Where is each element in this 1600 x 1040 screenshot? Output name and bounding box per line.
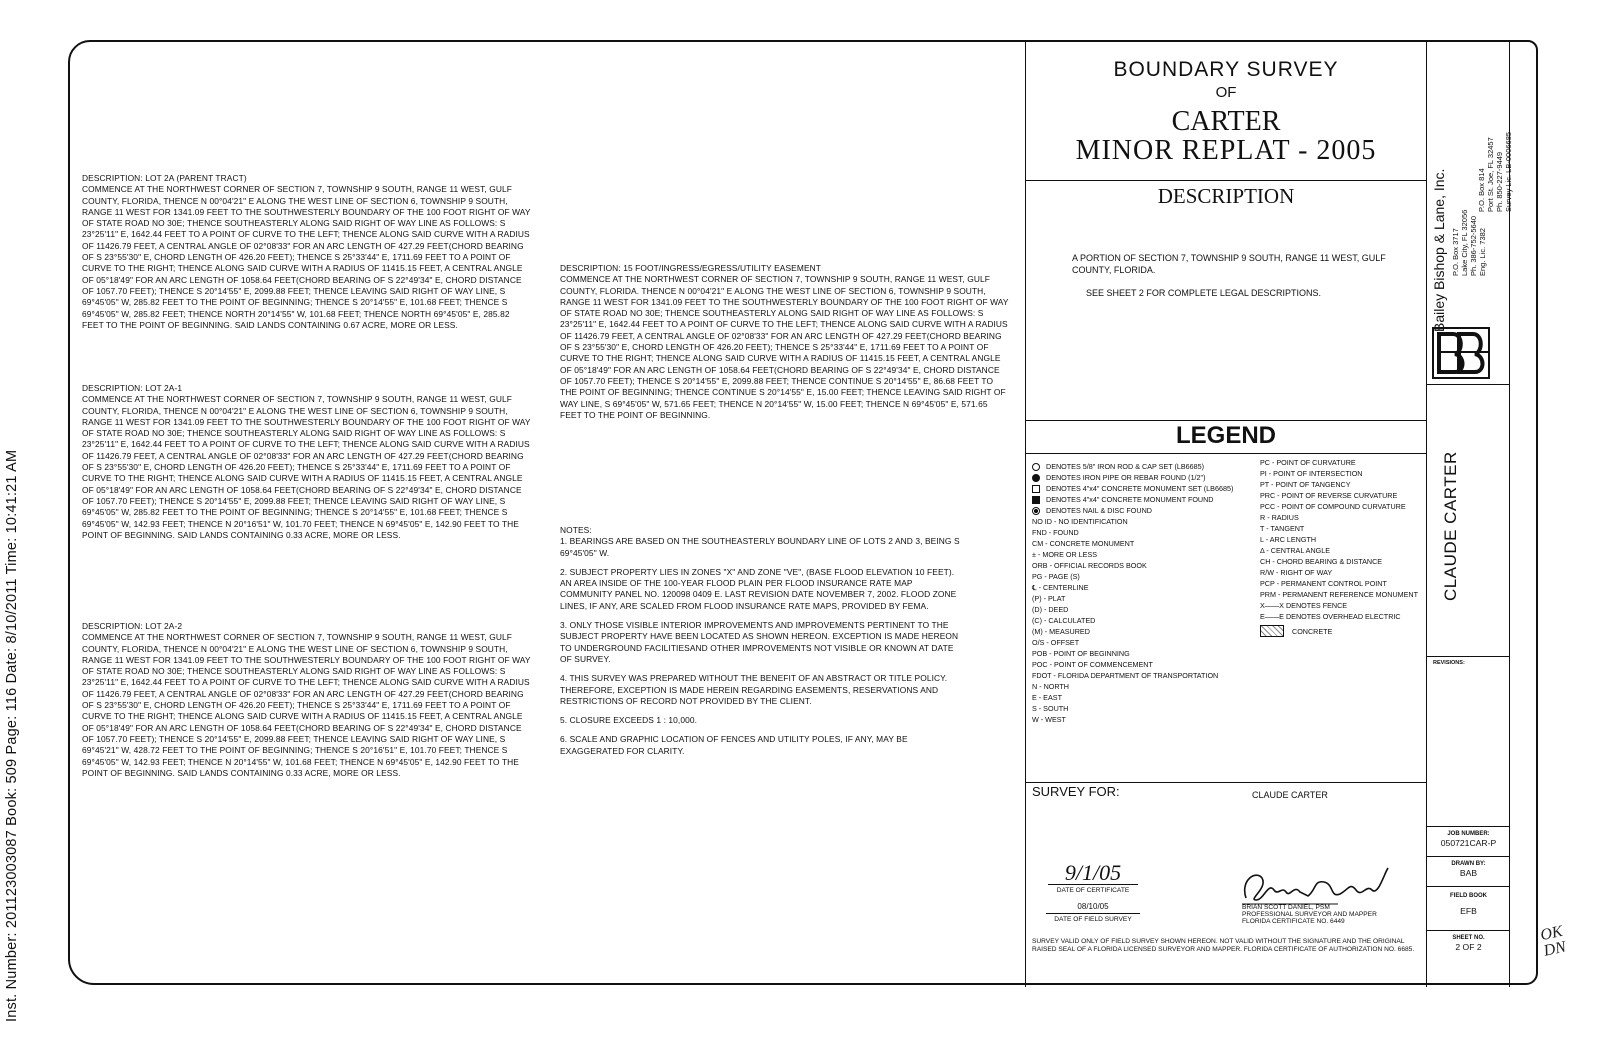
legend-item: PT - POINT OF TANGENCY [1260,480,1351,489]
divider [1026,420,1426,421]
legend-item: Δ - CENTRAL ANGLE [1260,546,1331,555]
legend-right [1260,457,1426,637]
divider [1026,453,1426,454]
legend-item: FDOT - FLORIDA DEPARTMENT OF TRANSPORTATION [1032,671,1219,680]
drawn-by-value: BAB [1459,868,1478,878]
square-filled-icon [1032,496,1040,504]
legend-item: CM - CONCRETE MONUMENT [1032,539,1135,548]
certificate-date: 9/1/05 [1048,862,1138,885]
legend-item: T - TANGENT [1260,524,1305,533]
legend-item: W - WEST [1032,715,1066,724]
lot-2a-1-description [82,383,532,541]
revisions-label: REVISIONS: [1433,660,1465,666]
legend-item: PCP - PERMANENT CONTROL POINT [1260,579,1387,588]
sheet-number-value: 2 OF 2 [1455,942,1482,952]
drawn-by-cell [1427,857,1510,887]
client-vertical-block [1427,385,1510,657]
lot-body: COMMENCE AT THE NORTHWEST CORNER OF SECTION 7, TOWNSHIP 9 SOUTH, RANGE 11 WEST, GULF COUNTY, FLORIDA, THENCE N 00°04'21" E ALONG THE WEST LINE OF SECTION 6, TOWNSHIP 9 SOUTH, RANGE 11 WEST FOR 1341.09 FEET TO THE SOUTHWESTERLY BOUNDARY OF THE 100 FOOT RIGHT OF WAY OF STATE ROAD NO 30E; THENCE SOUTHEASTERLY ALONG SAID RIGHT OF WAY LINE AS FOLLOWS: S 23°25'11" E, 1642.44 FEET TO A POINT OF CURVE TO THE LEFT; THENCE ALONG SAID CURVE WITH A RADIUS OF 11426.79 FEET, A CENTRAL ANGLE OF 02°08'33" FOR AN ARC LENGTH OF 427.29 FEET(CHORD BEARING OF S 23°55'30" E, CHORD LENGTH OF 426.20 FEET); THENCE S 25°33'44" E, 1711.69 FEET TO A POINT OF CURVE TO THE RIGHT; THENCE ALONG SAID CURVE WITH A RADIUS OF 11415.15 FEET, A CENTRAL ANGLE OF 05°18'49" FOR AN ARC LENGTH OF 1058.64 FEET(CHORD BEARING OF S 22°49'34" E, CHORD DISTANCE OF 1057.70 FEET); THENCE S 20°14'55" E, 2099.88 FEET; THENCE LEAVING SAID RIGHT OF WAY LINE, S 69°45'05" W, 285.82 FEET TO THE POINT OF BEGINNING; THENCE S 20°14'55" E, 101.68 FEET; THENCE S 69°45'05" W, 285.82 FEET; THENCE NORTH 20°14'55" W, 101.68 FEET; THENCE NORTH 69°45'05" E, 285.82 FEET TO THE POINT OF BEGINNING. SAID LANDS CONTAINING 0.67 ACRE, MORE OR LESS. [82,184,531,330]
legend-item: DENOTES NAIL & DISC FOUND [1032,505,1262,516]
description-text: A PORTION OF SECTION 7, TOWNSHIP 9 SOUTH, RANGE 11 WEST, GULF COUNTY, FLORIDA. [1072,253,1386,275]
legend-item: R - RADIUS [1260,513,1299,522]
note-item: 2. SUBJECT PROPERTY LIES IN ZONES "X" AND ZONE "VE", (BASE FLOOD ELEVATION 10 FEET). AN AREA INSIDE OF THE 100-YEAR FLOOD PLAIN PER FLOOD INSURANCE RATE MAP COMMUNITY PANEL NO. 120098 0409 E. LAST REVISION DATE NOVEMBER 7, 2002. FLOOD ZONE LINES, IF ANY, ARE SCALED FROM FLOOD INSURANCE RATE MAPS, PROVIDED BY FEMA. [560,566,957,611]
job-info-block [1427,827,1510,987]
legend-item: ℄ - CENTERLINE [1032,583,1089,592]
legend-item: (C) - CALCULATED [1032,616,1096,625]
sheet-number-label: SHEET NO. [1452,935,1485,941]
legend-item: (M) - MEASURED [1032,627,1090,636]
legend-heading: LEGEND [1175,422,1276,449]
job-number-cell [1427,827,1510,857]
legend-item: (P) - PLAT [1032,594,1066,603]
client-vertical-name: CLAUDE CARTER [1441,451,1460,601]
title-block [1025,42,1427,987]
note-item: 5. CLOSURE EXCEEDS 1 : 10,000. [560,715,698,726]
notes-section [560,525,960,765]
job-number-label: JOB NUMBER: [1447,831,1490,837]
lot-2a-2-description [82,621,532,779]
field-book-value: EFB [1460,906,1477,916]
sidebar-column [1427,42,1538,987]
legend-item: DENOTES 4"x4" CONCRETE MONUMENT FOUND [1032,494,1262,505]
note-item: 3. ONLY THOSE VISIBLE INTERIOR IMPROVEMENTS AND IMPROVEMENTS PERTINENT TO THE SUBJECT PROPERTY HAVE BEEN LOCATED AS SHOWN HEREON. EXCEPTION IS MADE HEREON TO UNDERGROUND FACILITIESAND OTHER IMPROVEMENTS NOT VISIBLE OR KNOWN AT DATE OF SURVEY. [560,620,959,664]
company-name: Bailey Bishop & Lane, Inc. [1431,168,1447,332]
company-address-2: P.O. Box 814 Port St. Joe, FL 32457 Ph. 850-227-9449 Survey Lic. LB-0006685 [1477,131,1513,212]
description-note: SEE SHEET 2 FOR COMPLETE LEGAL DESCRIPTIONS. [1086,288,1322,298]
easement-body: COMMENCE AT THE NORTHWEST CORNER OF SECTION 7, TOWNSHIP 9 SOUTH, RANGE 11 WEST, GULF COUNTY, FLORIDA. THENCE N 00°04'21" E ALONG THE WEST LINE OF SECTION 6, TOWNSHIP 9 SOUTH, RANGE 11 WEST FOR 1341.09 FEET TO THE SOUTHWESTERLY BOUNDARY OF THE 100 FOOT RIGHT OF WAY OF STATE ROAD NO 30E; THENCE SOUTHEASTERLY ALONG SAID RIGHT OF WAY LINE AS FOLLOWS: S 23°25'11" E, 1642.44 FEET TO A POINT OF CURVE TO THE LEFT; THENCE ALONG SAID CURVE WITH A RADIUS OF 11426.79 FEET, A CENTRAL ANGLE OF 02°08'33" FOR AN ARC LENGTH OF 427.29 FEET(CHORD BEARING OF S 23°55'30" E, CHORD LENGTH OF 426.20 FEET); THENCE S 25°33'44" E, 1711.69 FEET TO A POINT OF CURVE TO THE RIGHT; THENCE ALONG SAID CURVE WITH A RADIUS OF 11415.15 FEET, A CENTRAL ANGLE OF 05°18'49" FOR AN ARC LENGTH OF 1058.64 FEET(CHORD BEARING OF S 22°49'34" E, CHORD DISTANCE OF 1057.70 FEET); THENCE S 20°14'55" E, 2099.88 FEET; THENCE CONTINUE S 20°14'55" E, 86.68 FEET TO THE POINT OF BEGINNING; THENCE CONTINUE S 20°14'55" E, 15.00 FEET; THENCE LEAVING SAID RIGHT OF WAY LINE, S 69°45'05" W, 571.65 FEET; THENCE N 20°14'55" W, 15.00 FEET; THENCE N 69°45'05" E, 571.65 FEET TO THE POINT OF BEGINNING. [560,274,1009,420]
legend-item: ORB - OFFICIAL RECORDS BOOK [1032,561,1147,570]
legend-item: S - SOUTH [1032,704,1069,713]
legend-item: R/W - RIGHT OF WAY [1260,568,1333,577]
easement-description [560,263,1010,421]
lot-body: COMMENCE AT THE NORTHWEST CORNER OF SECTION 7, TOWNSHIP 9 SOUTH, RANGE 11 WEST, GULF COUNTY, FLORIDA, THENCE N 00°04'21" E ALONG THE WEST LINE OF SECTION 6, TOWNSHIP 9 SOUTH, RANGE 11 WEST FOR 1341.09 FEET TO THE SOUTHWESTERLY BOUNDARY OF THE 100 FOOT RIGHT OF WAY OF STATE ROAD NO 30E; THENCE SOUTHEASTERLY ALONG SAID RIGHT OF WAY LINE AS FOLLOWS: S 23°25'11" E, 1642.44 FEET TO A POINT OF CURVE TO THE LEFT; THENCE ALONG SAID CURVE WITH A RADIUS OF 11426.79 FEET, A CENTRAL ANGLE OF 02°08'33" FOR AN ARC LENGTH OF 427.29 FEET(CHORD BEARING OF S 23°55'30" E, CHORD LENGTH OF 426.20 FEET); THENCE S 25°33'44" E, 1711.69 FEET TO A POINT OF CURVE TO THE RIGHT; THENCE ALONG SAID CURVE WITH A RADIUS OF 11415.15 FEET, A CENTRAL ANGLE OF 05°18'49" FOR AN ARC LENGTH OF 1058.64 FEET(CHORD BEARING OF S 22°49'34" E, CHORD DISTANCE OF 1057.70 FEET); THENCE S 20°14'55" E, 2099.88 FEET; THENCE LEAVING SAID RIGHT OF WAY LINE, S 69°45'21" W, 428.72 FEET TO THE POINT OF BEGINNING; THENCE S 20°16'51" E, 101.70 FEET; THENCE S 69°45'05" W, 142.93 FEET; THENCE N 20°14'55" W, 101.68 FEET; THENCE N 69°45'05" E, 142.90 FEET TO THE POINT OF BEGINNING. SAID LANDS CONTAINING 0.33 ACRE, MORE OR LESS. [82,632,531,778]
job-number-value: 050721CAR-P [1440,838,1497,848]
field-survey-date-label: DATE OF FIELD SURVEY [1054,916,1132,923]
legend-item: NO ID - NO IDENTIFICATION [1032,517,1128,526]
field-book-label: FIELD BOOK [1450,893,1487,899]
concrete-hatch-icon [1260,625,1284,637]
legend-item: PRC - POINT OF REVERSE CURVATURE [1260,491,1398,500]
surveyor-name: BRIAN SCOTT DANIEL, PSM [1242,904,1330,911]
legend-item: E——E DENOTES OVERHEAD ELECTRIC [1260,612,1401,621]
easement-heading: DESCRIPTION: 15 FOOT/INGRESS/EGRESS/UTILITY EASEMENT [560,263,821,273]
note-item: 1. BEARINGS ARE BASED ON THE SOUTHEASTERLY BOUNDARY LINE OF LOTS 2 AND 3, BEING S 69°45'05" W. [560,536,960,558]
legend-item: PCC - POINT OF COMPOUND CURVATURE [1260,502,1406,511]
survey-sheet [68,40,1538,985]
survey-for-label: SURVEY FOR: [1032,784,1120,799]
surveyor-cert: FLORIDA CERTIFICATE NO. 6449 [1242,918,1345,925]
bbl-logo [1431,326,1491,382]
lot-heading: DESCRIPTION: LOT 2A-1 [82,383,183,393]
lot-heading: DESCRIPTION: LOT 2A (PARENT TRACT) [82,173,247,183]
field-survey-date: 08/10/05 [1046,901,1140,914]
surveyor-title: PROFESSIONAL SURVEYOR AND MAPPER [1242,911,1377,918]
surveyor-credentials [1242,904,1377,925]
legend-item: PI - POINT OF INTERSECTION [1260,469,1363,478]
legend-item: DENOTES IRON PIPE OR REBAR FOUND (1/2") [1032,472,1262,483]
legend-item: PG - PAGE (S) [1032,572,1080,581]
legend-item: FND - FOUND [1032,528,1079,537]
legend-left [1032,461,1262,725]
validity-statement: SURVEY VALID ONLY OF FIELD SURVEY SHOWN HEREON. NOT VALID WITHOUT THE SIGNATURE AND THE ORIGINAL RAISED SEAL OF A FLORIDA LICENSED SURVEYOR AND MAPPER. FLORIDA CERTIFICATE OF AUTHORIZATION NO. 6685. [1032,938,1415,953]
client-name: CLAUDE CARTER [1252,790,1328,800]
legend-item: N - NORTH [1032,682,1070,691]
circle-open-icon [1032,463,1040,471]
company-address-1: P.O. Box 3717 Lake City, FL 32056 Ph. 386-752-5640 Eng. Lic. 7382 [1451,209,1487,276]
legend-item: DENOTES 5/8" IRON ROD & CAP SET (LB6685) [1032,461,1262,472]
title-of: OF [1215,84,1237,101]
sheet-number-cell [1427,931,1510,967]
square-open-icon [1032,485,1040,493]
surveyor-signature [1238,860,1398,910]
legend-item: L - ARC LENGTH [1260,535,1317,544]
legend-item: E - EAST [1032,693,1062,702]
lot-2a-description [82,173,532,331]
note-item: 4. THIS SURVEY WAS PREPARED WITHOUT THE BENEFIT OF AN ABSTRACT OR TITLE POLICY. THEREFORE, EXCEPTION IS MADE HEREIN REGARDING EASEMENTS, RESERVATIONS AND RESTRICTIONS OF RECORD NOT PROVIDED BY THE CLIENT. [560,673,948,706]
legend-item: PC - POINT OF CURVATURE [1260,458,1356,467]
circle-dot-icon [1032,507,1040,515]
field-book-cell [1427,887,1510,931]
note-item: 6. SCALE AND GRAPHIC LOCATION OF FENCES AND UTILITY POLES, IF ANY, MAY BE EXAGGERATED FOR CLARITY. [560,734,908,756]
legend-item: O/S - OFFSET [1032,638,1080,647]
legend-item: CH - CHORD BEARING & DISTANCE [1260,557,1383,566]
survey-type-title: BOUNDARY SURVEY [1113,58,1339,81]
margin-initials: OK DN [1538,922,1568,960]
legend-item: CONCRETE [1260,625,1426,637]
lot-heading: DESCRIPTION: LOT 2A-2 [82,621,183,631]
divider [1026,782,1426,783]
project-subtitle: MINOR REPLAT - 2005 [1075,135,1377,166]
legend-item: X——X DENOTES FENCE [1260,601,1348,610]
drawn-by-label: DRAWN BY: [1451,861,1486,867]
revisions-block [1427,657,1510,827]
legend-item: PRM - PERMANENT REFERENCE MONUMENT [1260,590,1418,599]
legend-item: (D) - DEED [1032,605,1069,614]
certificate-date-label: DATE OF CERTIFICATE [1056,887,1130,894]
circle-filled-icon [1032,474,1040,482]
project-title: CARTER [1171,106,1281,137]
legend-item: POC - POINT OF COMMENCEMENT [1032,660,1153,669]
legend-item: ± - MORE OR LESS [1032,550,1098,559]
legend-item: DENOTES 4"x4" CONCRETE MONUMENT SET (LB6685) [1032,483,1262,494]
divider [1026,180,1426,181]
lot-body: COMMENCE AT THE NORTHWEST CORNER OF SECTION 7, TOWNSHIP 9 SOUTH, RANGE 11 WEST, GULF COUNTY, FLORIDA, THENCE N 00°04'21" E ALONG THE WEST LINE OF SECTION 6, TOWNSHIP 9 SOUTH, RANGE 11 WEST FOR 1341.09 FEET TO THE SOUTHWESTERLY BOUNDARY OF THE 100 FOOT RIGHT OF WAY OF STATE ROAD NO 30E; THENCE SOUTHEASTERLY ALONG SAID RIGHT OF WAY LINE AS FOLLOWS: S 23°25'11" E, 1642.44 FEET TO A POINT OF CURVE TO THE LEFT; THENCE ALONG SAID CURVE WITH A RADIUS OF 11426.79 FEET, A CENTRAL ANGLE OF 02°08'33" FOR AN ARC LENGTH OF 427.29 FEET(CHORD BEARING OF S 23°55'30" E, CHORD LENGTH OF 426.20 FEET); THENCE S 25°33'44" E, 1711.69 FEET TO A POINT OF CURVE TO THE RIGHT; THENCE ALONG SAID CURVE WITH A RADIUS OF 11415.15 FEET, A CENTRAL ANGLE OF 05°18'49" FOR AN ARC LENGTH OF 1058.64 FEET(CHORD BEARING OF S 22°49'34" E, CHORD DISTANCE OF 1057.70 FEET); THENCE S 20°14'55" E, 2099.88 FEET; THENCE LEAVING SAID RIGHT OF WAY LINE, S 69°45'05" W, 285.82 FEET TO THE POINT OF BEGINNING; THENCE S 20°14'55" E, 101.68 FEET; THENCE S 69°45'05" W, 142.93 FEET; THENCE N 20°16'51" W, 101.70 FEET; THENCE N 69°45'05" E, 142.90 FEET TO THE POINT OF BEGINNING. SAID LANDS CONTAINING 0.33 ACRE, MORE OR LESS. [82,394,531,540]
recording-stamp: Inst. Number: 201123003087 Book: 509 Page: 116 Date: 8/10/2011 Time: 10:41:21 AM [4,449,20,1022]
company-block [1427,42,1513,385]
notes-heading: NOTES: [560,525,592,535]
description-heading: DESCRIPTION [1157,184,1295,208]
legend-item: POB - POINT OF BEGINNING [1032,649,1130,658]
